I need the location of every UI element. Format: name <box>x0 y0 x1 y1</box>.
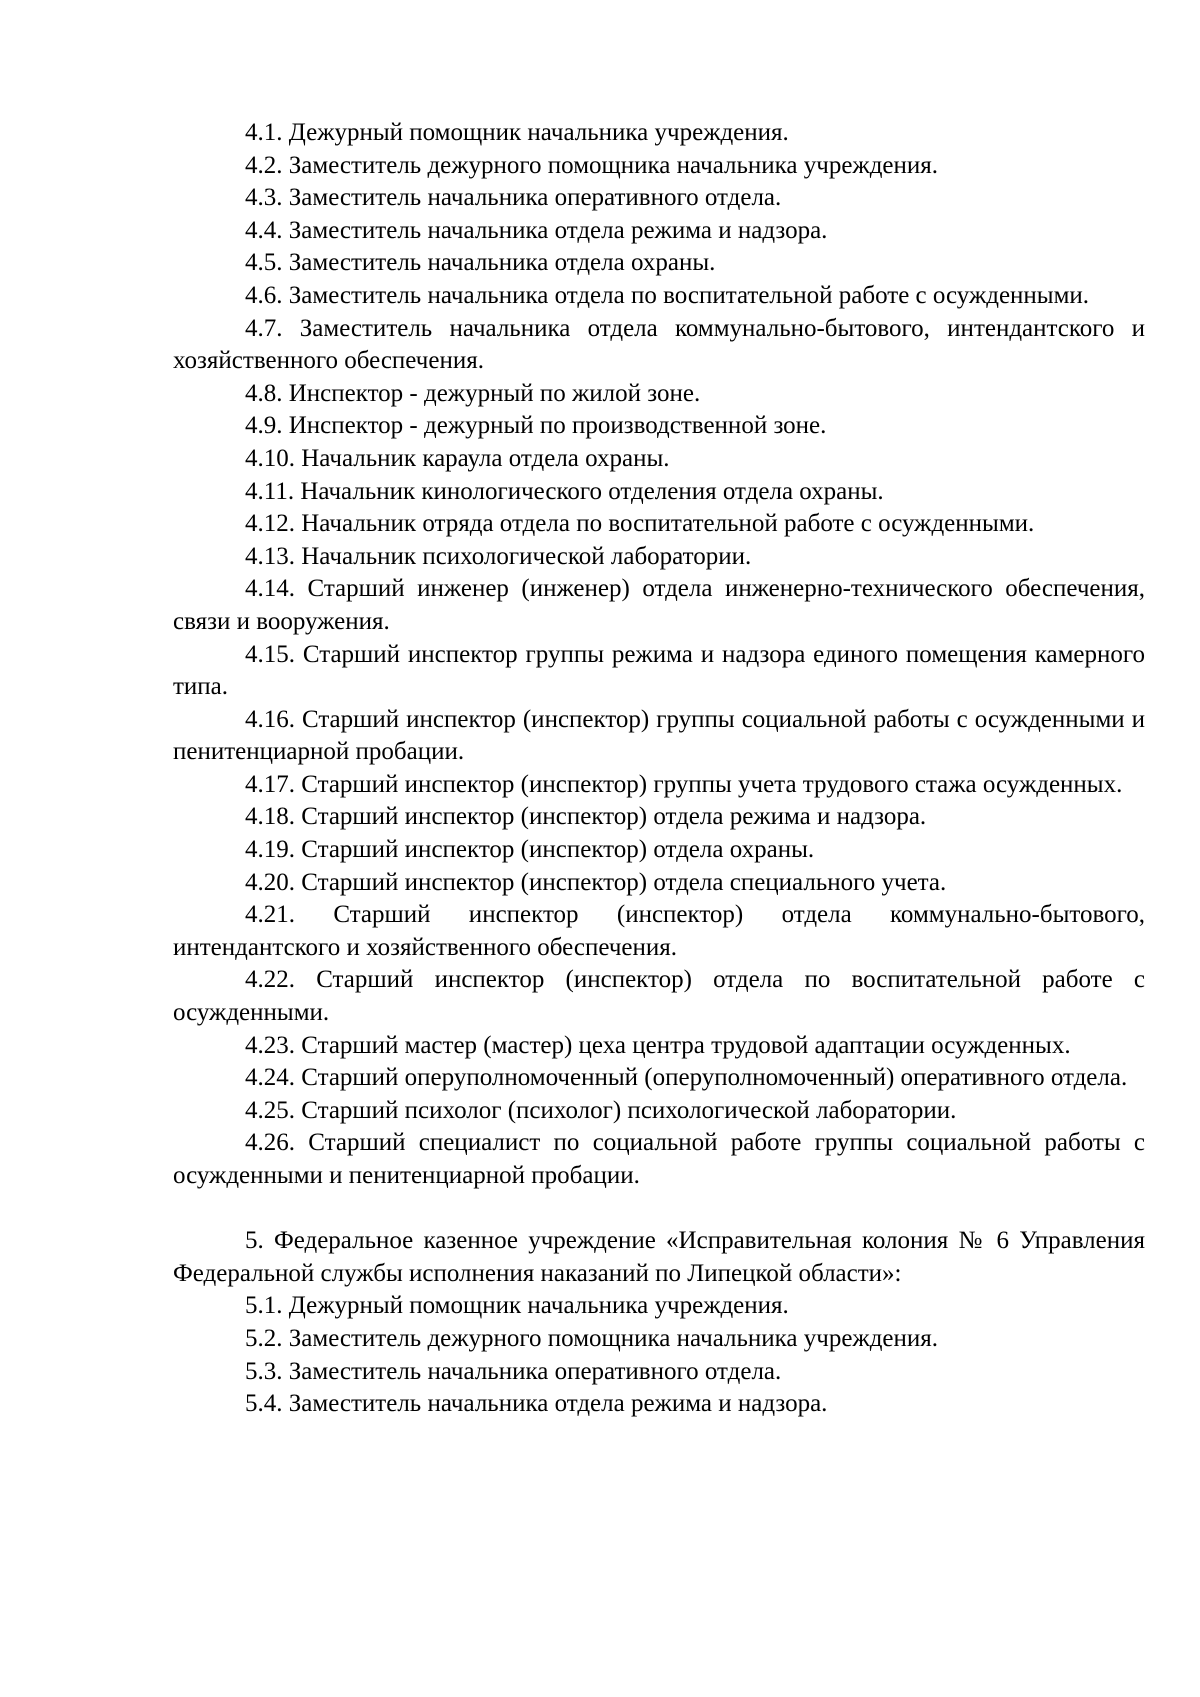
list-item-4-21: 4.21. Старший инспектор (инспектор) отдела коммунально-бытового, интендантского и хозяйственного обеспечения. <box>173 901 1145 961</box>
list-item-4-7: 4.7. Заместитель начальника отдела коммунально-бытового, интендантского и хозяйственного обеспечения. <box>173 314 1145 375</box>
list-item-4-14: 4.14. Старший инженер (инженер) отдела инженерно-технического обеспечения, связи и вооружения. <box>173 575 1145 635</box>
list-item-5-4: 5.4. Заместитель начальника отдела режима и надзора. <box>245 1390 828 1418</box>
list-item-4-16: 4.16. Старший инспектор (инспектор) группы социальной работы с осужденными и пенитенциарной пробации. <box>173 705 1145 766</box>
list-item-4-5: 4.5. Заместитель начальника отдела охраны. <box>245 249 716 277</box>
list-item-4-26: 4.26. Старший специалист по социальной работе группы социальной работы с осужденными и пенитенциарной пробации. <box>173 1129 1145 1189</box>
document-body <box>173 117 1145 1421</box>
list-item-4-6: 4.6. Заместитель начальника отдела по воспитательной работе с осужденными. <box>245 281 1090 309</box>
list-item-5-2: 5.2. Заместитель дежурного помощника начальника учреждения. <box>245 1324 939 1352</box>
list-item-4-2: 4.2. Заместитель дежурного помощника начальника учреждения. <box>245 151 939 179</box>
list-item-4-8: 4.8. Инспектор - дежурный по жилой зоне. <box>245 379 701 407</box>
list-item-4-13: 4.13. Начальник психологической лаборатории. <box>245 542 752 570</box>
list-item-4-23: 4.23. Старший мастер (мастер) цеха центра трудовой адаптации осужденных. <box>245 1031 1071 1059</box>
list-item-4-24: 4.24. Старший оперуполномоченный (оперуполномоченный) оперативного отдела. <box>245 1064 1128 1092</box>
list-item-4-15: 4.15. Старший инспектор группы режима и надзора единого помещения камерного типа. <box>173 640 1145 701</box>
list-item-4-18: 4.18. Старший инспектор (инспектор) отдела режима и надзора. <box>245 803 927 831</box>
list-item-4-10: 4.10. Начальник караула отдела охраны. <box>245 444 670 472</box>
list-item-4-22: 4.22. Старший инспектор (инспектор) отдела по воспитательной работе с осужденными. <box>173 966 1145 1027</box>
list-item-4-9: 4.9. Инспектор - дежурный по производственной зоне. <box>245 412 827 440</box>
list-item-4-1: 4.1. Дежурный помощник начальника учреждения. <box>245 119 789 146</box>
list-item-4-4: 4.4. Заместитель начальника отдела режима и надзора. <box>245 216 828 244</box>
list-item-4-12: 4.12. Начальник отряда отдела по воспитательной работе с осужденными. <box>245 510 1035 538</box>
list-item-5-3: 5.3. Заместитель начальника оперативного отдела. <box>245 1357 782 1385</box>
list-item-4-3: 4.3. Заместитель начальника оперативного отдела. <box>245 184 782 212</box>
list-item-4-25: 4.25. Старший психолог (психолог) психологической лаборатории. <box>245 1096 957 1124</box>
list-item-4-20: 4.20. Старший инспектор (инспектор) отдела специального учета. <box>245 868 947 896</box>
section-5-heading: 5. Федеральное казенное учреждение «Исправительная колония № 6 Управления Федеральной службы исполнения наказаний по Липецкой области»: <box>173 1227 1145 1287</box>
list-item-4-19: 4.19. Старший инспектор (инспектор) отдела охраны. <box>245 836 815 864</box>
list-item-4-11: 4.11. Начальник кинологического отделения отдела охраны. <box>245 477 884 505</box>
list-item-5-1: 5.1. Дежурный помощник начальника учреждения. <box>245 1292 789 1320</box>
list-item-4-17: 4.17. Старший инспектор (инспектор) группы учета трудового стажа осужденных. <box>245 770 1123 798</box>
